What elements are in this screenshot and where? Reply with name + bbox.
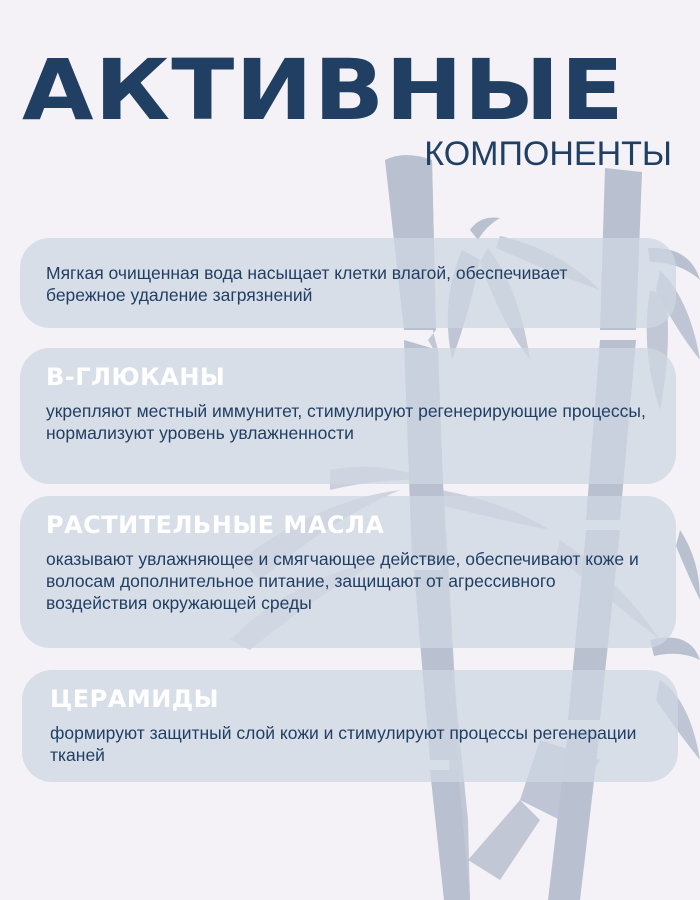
water-card-text: Мягкая очищенная вода насыщает клетки влагой, обеспечивает бережное удаление загрязнений: [46, 263, 568, 305]
beta-glucans-card-text: укрепляют местный иммунитет, стимулируют регенерирующие процессы, нормализуют уровень увлажненности: [46, 401, 646, 443]
beta-glucans-card-title: В-ГЛЮКАНЫ: [46, 363, 226, 391]
water-card: [20, 238, 676, 328]
page-subtitle: КОМПОНЕНТЫ: [424, 135, 672, 173]
ceramides-card-title: ЦЕРАМИДЫ: [50, 685, 220, 713]
ceramides-card: [22, 670, 678, 782]
ceramides-card-text: формируют защитный слой кожи и стимулируют процессы регенерации тканей: [50, 723, 637, 765]
plant-oils-card: [20, 496, 676, 648]
plant-oils-card-title: РАСТИТЕЛЬНЫЕ МАСЛА: [46, 511, 385, 539]
beta-glucans-card: [20, 348, 676, 484]
page-title: АКТИВНЫЕ: [22, 41, 625, 139]
plant-oils-card-text: оказывают увлажняющее и смягчающее действие, обеспечивают коже и волосам дополнительное питание, защищают от агрессивного воздействия окружающей среды: [46, 549, 639, 613]
